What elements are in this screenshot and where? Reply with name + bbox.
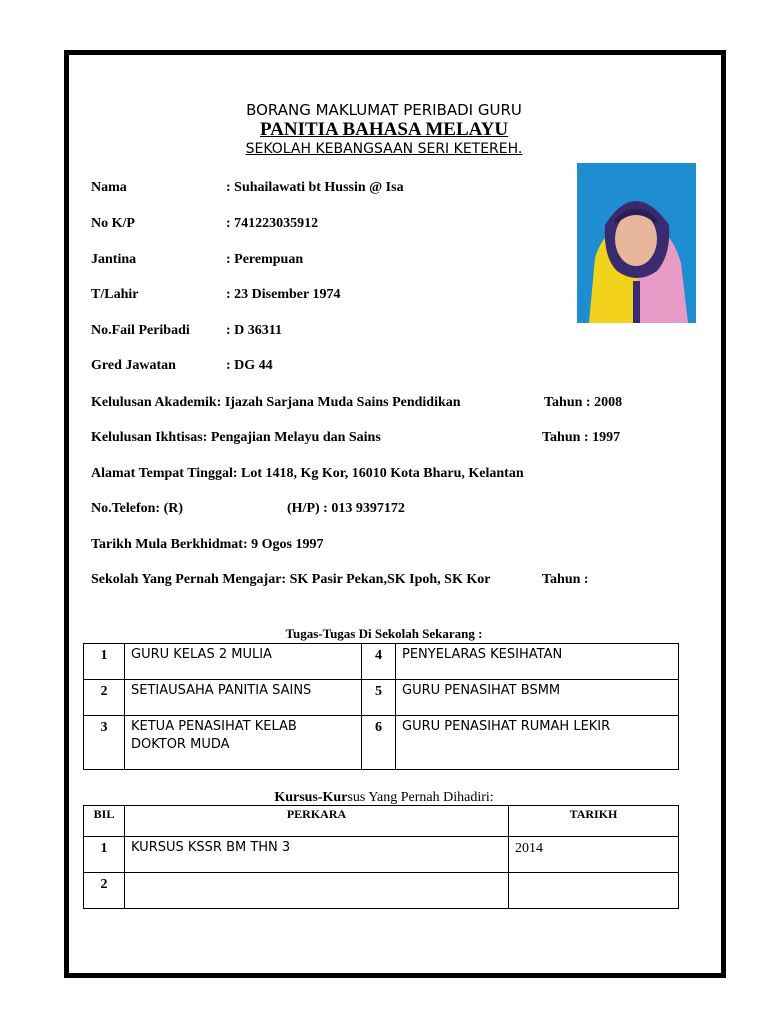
header-perkara: PERKARA — [125, 806, 509, 837]
kursus-title — [0, 788, 768, 806]
value-nama: : Suhailawati bt Hussin @ Isa — [226, 180, 404, 195]
kursus-tarikh — [509, 873, 679, 909]
kursus-tarikh: 2014 — [509, 837, 679, 873]
value-nofail: : D 36311 — [226, 323, 282, 338]
label-nama: Nama — [91, 180, 127, 195]
alamat: Alamat Tempat Tinggal: Lot 1418, Kg Kor, 16010 Kota Bharu, Kelantan — [91, 466, 524, 481]
tugas-table — [83, 643, 679, 770]
header-bil: BIL — [84, 806, 125, 837]
akademik-tahun: Tahun : 2008 — [544, 395, 623, 410]
value-jantina: : Perempuan — [226, 252, 304, 267]
tugas-title: Tugas-Tugas Di Sekolah Sekarang : — [285, 626, 483, 641]
label-jantina: Jantina — [91, 252, 137, 267]
table-row — [84, 716, 679, 770]
tugas-number: 6 — [362, 716, 396, 770]
panitia-title: PANITIA BAHASA MELAYU — [259, 119, 509, 140]
value-nokp: : 741223035912 — [226, 216, 319, 231]
tugas-item: KETUA PENASIHAT KELAB DOKTOR MUDA — [125, 716, 362, 770]
ikhtisas-tahun: Tahun : 1997 — [542, 430, 621, 445]
tugas-item: GURU PENASIHAT BSMM — [396, 680, 679, 716]
value-tlahir: : 23 Disember 1974 — [226, 287, 341, 302]
tugas-number: 3 — [84, 716, 125, 770]
header-tarikh: TARIKH — [509, 806, 679, 837]
label-nofail: No.Fail Peribadi — [91, 323, 190, 338]
tugas-number: 4 — [362, 644, 396, 680]
sekolah-pernah-mengajar: Sekolah Yang Pernah Mengajar: SK Pasir Pekan,SK Ipoh, SK Kor — [91, 572, 491, 587]
tugas-item: PENYELARAS KESIHATAN — [396, 644, 679, 680]
table-header-row — [84, 806, 679, 837]
kursus-title-rest: sus Yang Pernah Dihadiri: — [347, 790, 494, 805]
kursus-bil: 1 — [84, 837, 125, 873]
tugas-number: 5 — [362, 680, 396, 716]
kursus-bil: 2 — [84, 873, 125, 909]
form-title: BORANG MAKLUMAT PERIBADI GURU — [246, 101, 522, 119]
tarikh-mula-berkhidmat: Tarikh Mula Berkhidmat: 9 Ogos 1997 — [91, 537, 324, 552]
kelulusan-akademik: Kelulusan Akademik: Ijazah Sarjana Muda Sains Pendidikan — [91, 395, 461, 410]
table-row — [84, 837, 679, 873]
sekolah-tahun: Tahun : — [542, 572, 589, 587]
kursus-table — [83, 805, 679, 909]
teacher-photo — [577, 163, 696, 323]
table-row — [84, 873, 679, 909]
label-tlahir: T/Lahir — [91, 287, 139, 302]
telefon-rumah: No.Telefon: (R) — [91, 501, 184, 516]
telefon-hp: (H/P) : 013 9397172 — [287, 501, 405, 516]
label-nokp: No K/P — [91, 216, 135, 231]
school-title: SEKOLAH KEBANGSAAN SERI KETEREH. — [245, 141, 523, 157]
kursus-title-bold: Kursus-Kur — [274, 790, 348, 805]
tugas-item: GURU KELAS 2 MULIA — [125, 644, 362, 680]
tugas-number: 1 — [84, 644, 125, 680]
kelulusan-ikhtisas: Kelulusan Ikhtisas: Pengajian Melayu dan Sains — [91, 430, 381, 445]
tugas-item: SETIAUSAHA PANITIA SAINS — [125, 680, 362, 716]
tugas-number: 2 — [84, 680, 125, 716]
table-row — [84, 644, 679, 680]
value-gred: : DG 44 — [226, 358, 273, 373]
portrait-illustration — [577, 163, 696, 323]
tugas-item: GURU PENASIHAT RUMAH LEKIR — [396, 716, 679, 770]
kursus-perkara — [125, 873, 509, 909]
table-row — [84, 680, 679, 716]
kursus-perkara: KURSUS KSSR BM THN 3 — [125, 837, 509, 873]
label-gred: Gred Jawatan — [91, 358, 176, 373]
